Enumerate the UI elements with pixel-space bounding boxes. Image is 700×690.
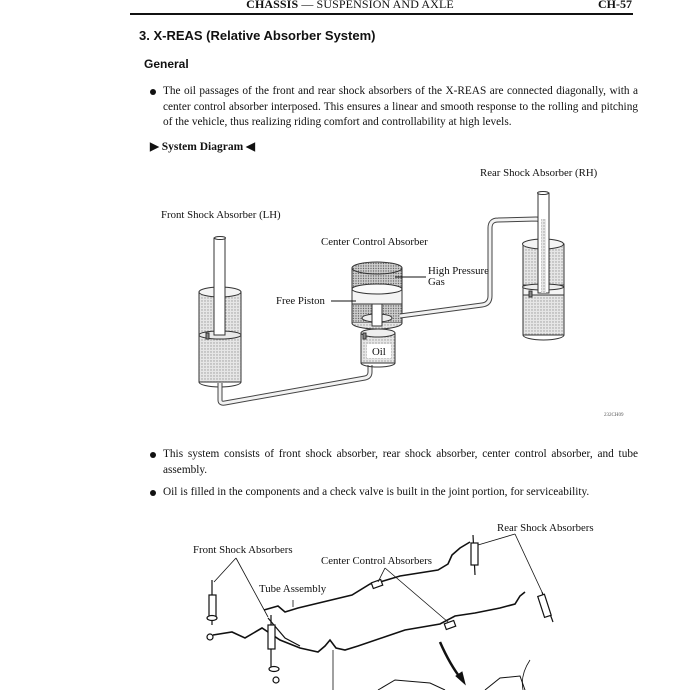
label-rear-shock-absorbers: Rear Shock Absorbers <box>497 522 594 534</box>
label-center-control-absorber: Center Control Absorber <box>321 236 428 248</box>
front-shock-absorbers <box>207 580 279 683</box>
header-separator: — <box>298 0 317 11</box>
label-tube-assembly: Tube Assembly <box>259 583 327 595</box>
section-title: 3. X-REAS (Relative Absorber System) <box>139 28 376 43</box>
label-center-control-absorbers: Center Control Absorbers <box>321 555 432 567</box>
label-rear-shock-rh: Rear Shock Absorber (RH) <box>480 167 598 179</box>
bullet-paragraph <box>150 447 638 478</box>
paragraph-text: This system consists of front shock absorber, rear shock absorber, center control absorber, and tube assembly. <box>163 448 638 476</box>
layout-diagram <box>0 500 700 690</box>
triangle-right-icon: ▶ <box>150 141 159 153</box>
bullet-paragraph <box>150 485 638 501</box>
page-number: CH-57 <box>598 0 632 11</box>
bullet-icon <box>150 452 156 458</box>
rear-shock-absorbers <box>471 535 553 622</box>
label-front-shock-lh: Front Shock Absorber (LH) <box>161 209 281 221</box>
bullet-icon <box>150 490 156 496</box>
paragraph-text: The oil passages of the front and rear shock absorbers of the X-REAS are connected diagonally, with a center control absorber interposed. This ensures a linear and smooth response to the rolling and pitching of the vehicle, thus realizing riding comfort and controllability at high levels. <box>163 85 638 128</box>
heading-text: System Diagram <box>161 141 244 153</box>
rear-shock-rh <box>523 192 565 341</box>
header-subsection: SUSPENSION AND AXLE <box>316 0 454 11</box>
front-shock-lh <box>199 237 241 388</box>
label-free-piston: Free Piston <box>276 295 325 307</box>
triangle-left-icon: ◀ <box>246 141 255 153</box>
header-section: CHASSIS <box>246 0 299 11</box>
subsection-title: General <box>144 57 189 71</box>
label-front-shock-absorbers: Front Shock Absorbers <box>193 544 293 556</box>
figure-id: 232CH09 <box>604 413 624 418</box>
label-oil: Oil <box>372 346 386 358</box>
layout-diagram-drawing <box>0 500 700 690</box>
label-high-pressure-gas: High Pressure Gas <box>428 265 489 288</box>
paragraph-text: Oil is filled in the components and a check valve is built in the joint portion, for serviceability. <box>163 486 590 498</box>
